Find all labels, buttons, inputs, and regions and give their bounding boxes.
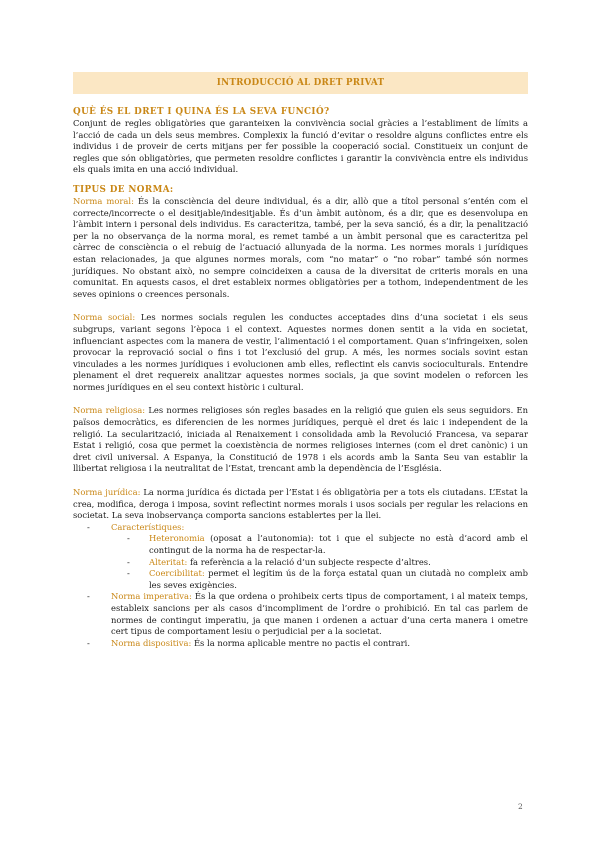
section-heading-norm-types: TIPUS DE NORMA:: [73, 184, 174, 195]
label-norma-imperativa: Norma imperativa:: [111, 591, 192, 602]
text-norma-religiosa: Les normes religioses són regles basades en la religió que guien els seus seguidors. En països democràtics, es diferencien de les normes jurídiques, perquè el dret és laic i independent de la religió. La secularització, iniciada al Renaixement i consolidada amb la Revolució Francesa, va separar Estat i religió, cosa que permet la coexistència de normes religioses internes (com el dret canònic) i un dret civil universal. A Espanya, la Constitució de 1978 i els acords amb la Santa Seu van establir la llibertat religiosa i la neutralitat de l’Estat, trencant amb la dependència de l’Església.: [73, 405, 528, 474]
label-caracteristiques: Característiques:: [111, 521, 185, 532]
list-item-coercibilitat: [73, 568, 528, 591]
paragraph-norma-moral: [73, 196, 528, 300]
label-alteritat: Alteritat:: [149, 556, 188, 567]
label-norma-religiosa: Norma religiosa:: [73, 405, 146, 416]
label-coercibilitat: Coercibilitat:: [149, 568, 205, 579]
text-heteronomia: (oposat a l’autonomia): tot i que el subjecte no està d’acord amb el contingut de la norma ha de respectar-la.: [149, 533, 528, 555]
document-body: [73, 106, 528, 649]
paragraph-norma-religiosa: [73, 405, 528, 475]
label-norma-moral: Norma moral:: [73, 195, 134, 206]
label-heteronomia: Heteronomia: [149, 533, 205, 544]
list-item-caracteristiques: [73, 522, 528, 534]
text-norma-moral: És la consciència del deure individual, és a dir, allò que a títol personal s’entén com el correcte/incorrecte o el desitjable/indesitjable. És d’un àmbit autònom, és a dir, que es desenvolupa en l’àmbit intern i personal dels individus. Es caracteritza, també, per la seva sanció, és a dir, la penalització per la no observança de la norma moral, es remet també a un àmbit personal que es caracteritza pel càrrec de consciència o el rebuig de l’actuació allunyada de la norma. Les normes morals i jurídiques estan relacionades, ja que algunes normes morals, com “no matar” o “no robar” també són normes jurídiques. No obstant això, no sempre coincideixen a causa de la diversitat de criteris morals en una comunitat. En aquests casos, el dret estableix normes obligatòries per a tothom, independentment de les seves opinions o creences personals.: [73, 195, 528, 299]
list-item-heteronomia: [73, 533, 528, 556]
list-dash: -: [127, 568, 130, 579]
list-item-norma-imperativa: [73, 591, 528, 637]
page-number: 2: [518, 802, 523, 811]
label-norma-juridica: Norma jurídica:: [73, 487, 141, 498]
list-dash: -: [87, 591, 90, 602]
text-norma-imperativa: És la que ordena o prohibeix certs tipus de comportament, i al mateix temps, estableix sancions per als casos d’incompliment de l’ordre o prohibició. En tal cas parlem de normes de contingut imperatiu, ja que manen i ordenen a actuar d’una certa manera i ometre cert tipus de comportament lesiu o perjudicial per a la societat.: [111, 591, 528, 637]
list-item-alteritat: [73, 557, 528, 569]
list-dash: -: [87, 637, 90, 648]
paragraph-norma-juridica: [73, 487, 528, 522]
label-norma-dispositiva: Norma dispositiva:: [111, 637, 192, 648]
text-coercibilitat: permet el legítim ús de la força estatal quan un ciutadà no compleix amb les seves exigències.: [149, 568, 528, 590]
text-norma-juridica: La norma jurídica és dictada per l’Estat i és obligatòria per a tots els ciutadans. L’Estat la crea, modifica, deroga i imposa, sovint reflectint normes morals i usos socials per regular les relacions en societat. La seva inobservança comporta sancions establertes per la llei.: [73, 487, 528, 521]
list-dash: -: [127, 556, 130, 567]
paragraph-norma-social: [73, 312, 528, 393]
list-item-norma-dispositiva: [73, 638, 528, 650]
section-heading-definition: QUÈ ÉS EL DRET I QUINA ÉS LA SEVA FUNCIÓ?: [73, 107, 330, 117]
text-norma-social: Les normes socials regulen les conductes acceptades dins d’una societat i els seus subgrups, variant segons l’època i el context. Aquestes normes donen sentit a la vida en societat, influenciant aspectes com la manera de vestir, l’alimentació i el comportament. Quan s’infringeixen, solen provocar la reprovació social o fins i tot l’exclusió del grup. A més, les normes socials sovint estan vinculades a les normes jurídiques i evolucionen amb elles, reflectint els canvis socioculturals. Entendre plenament el dret requereix analitzar aquestes normes socials, ja que sovint modelen o reforcen les normes jurídiques en el seu context històric i cultural.: [73, 312, 528, 392]
definition-paragraph: Conjunt de regles obligatòries que garanteixen la convivència social gràcies a l’establiment de límits a l’acció de cada un dels seus membres. Complexix la funció d’evitar o resoldre alguns conflictes entre els individus i de proveir de certs mitjans per fer possible la cooperació social. Constitueix un conjunt de regles que són obligatòries, que permeten resoldre conflictes i garantir la convivència entre els individus els quals imita en una acció individual.: [73, 118, 528, 175]
list-dash: -: [127, 533, 130, 544]
text-norma-dispositiva: És la norma aplicable mentre no pactis el contrari.: [191, 637, 410, 648]
norma-juridica-list: [73, 522, 528, 650]
document-title: INTRODUCCIÓ AL DRET PRIVAT: [73, 72, 528, 94]
label-norma-social: Norma social:: [73, 312, 136, 323]
list-dash: -: [87, 521, 90, 532]
text-alteritat: fa referència a la relació d’un subjecte respecte d’altres.: [187, 556, 431, 567]
